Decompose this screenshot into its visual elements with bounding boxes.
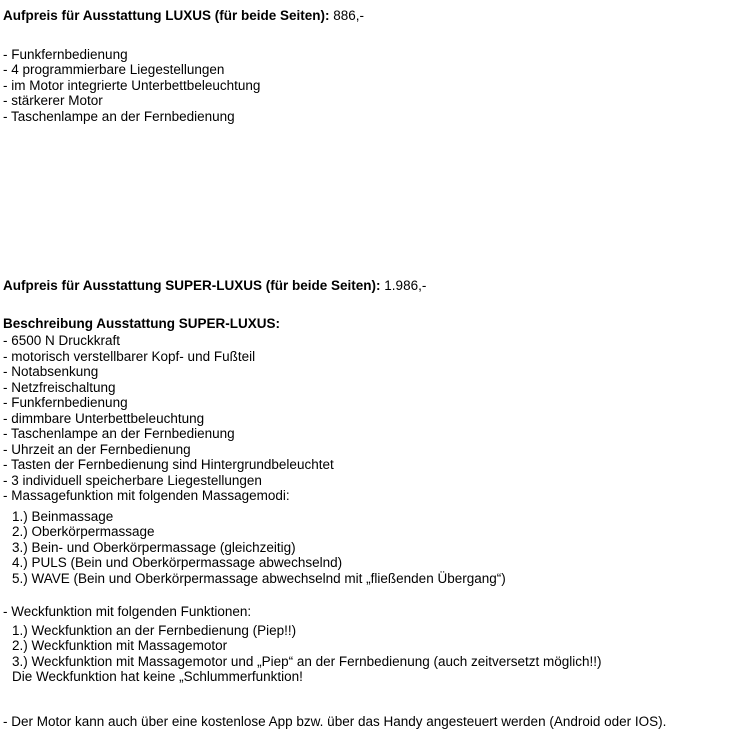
- feature-item: - dimmbare Unterbettbeleuchtung: [3, 410, 205, 426]
- luxus-heading-line: [3, 8, 753, 24]
- wake-function-note: Die Weckfunktion hat keine „Schlummerfunktion!: [12, 669, 303, 684]
- feature-item: - Tasten der Fernbedienung sind Hintergrundbeleuchtet: [3, 457, 334, 472]
- massage-mode-list: [3, 509, 753, 587]
- wake-function-item: 2.) Weckfunktion mit Massagemotor: [12, 638, 228, 653]
- feature-item: - Taschenlampe an der Fernbedienung: [3, 426, 235, 441]
- massage-mode-item: 4.) PULS (Bein und Oberkörpermassage abwechselnd): [12, 555, 343, 570]
- luxus-price: 886,-: [333, 8, 365, 23]
- luxus-feature-item: - im Motor integrierte Unterbettbeleuchtung: [3, 77, 261, 93]
- massage-mode-item: 1.) Beinmassage: [12, 508, 114, 524]
- feature-item: - Funkfernbedienung: [3, 395, 128, 410]
- luxus-feature-item: - 4 programmierbare Liegestellungen: [3, 62, 225, 77]
- luxus-heading: Aufpreis für Ausstattung LUXUS (für beide Seiten):: [3, 8, 330, 23]
- luxus-feature-item: - stärkerer Motor: [3, 93, 103, 108]
- luxus-feature-list: [3, 47, 753, 125]
- feature-item: - Notabsenkung: [3, 364, 99, 379]
- feature-item: - Netzfreischaltung: [3, 379, 116, 395]
- luxus-feature-item: - Taschenlampe an der Fernbedienung: [3, 108, 235, 124]
- super-luxus-feature-list: [3, 333, 753, 504]
- super-luxus-description-heading: Beschreibung Ausstattung SUPER-LUXUS:: [3, 315, 281, 331]
- super-luxus-price: 1.986,-: [384, 278, 427, 293]
- super-luxus-heading-line: [3, 278, 753, 294]
- massage-mode-item: 2.) Oberkörpermassage: [12, 524, 155, 539]
- massage-mode-item: 3.) Bein- und Oberkörpermassage (gleichzeitig): [12, 539, 296, 555]
- app-control-note: - Der Motor kann auch über eine kostenlose App bzw. über das Handy angesteuert werden (Android oder IOS).: [3, 713, 667, 729]
- feature-item: - 6500 N Druckkraft: [3, 333, 121, 348]
- feature-item: - Uhrzeit an der Fernbedienung: [3, 441, 191, 457]
- feature-item: - Massagefunktion mit folgenden Massagemodi:: [3, 488, 290, 503]
- feature-item: - motorisch verstellbarer Kopf- und Fußteil: [3, 348, 256, 364]
- wake-function-item: 1.) Weckfunktion an der Fernbedienung (Piep!!): [12, 622, 297, 638]
- massage-mode-item: 5.) WAVE (Bein und Oberkörpermassage abwechselnd mit „fließenden Übergang“): [12, 570, 506, 586]
- luxus-feature-item: - Funkfernbedienung: [3, 46, 128, 62]
- wake-function-list: [3, 623, 753, 685]
- super-luxus-heading: Aufpreis für Ausstattung SUPER-LUXUS (für beide Seiten):: [3, 278, 381, 293]
- wake-function-heading: - Weckfunktion mit folgenden Funktionen:: [3, 604, 252, 619]
- wake-function-item: 3.) Weckfunktion mit Massagemotor und „Piep“ an der Fernbedienung (auch zeitversetzt möglich!!): [12, 653, 602, 669]
- feature-item: - 3 individuell speicherbare Liegestellungen: [3, 472, 262, 488]
